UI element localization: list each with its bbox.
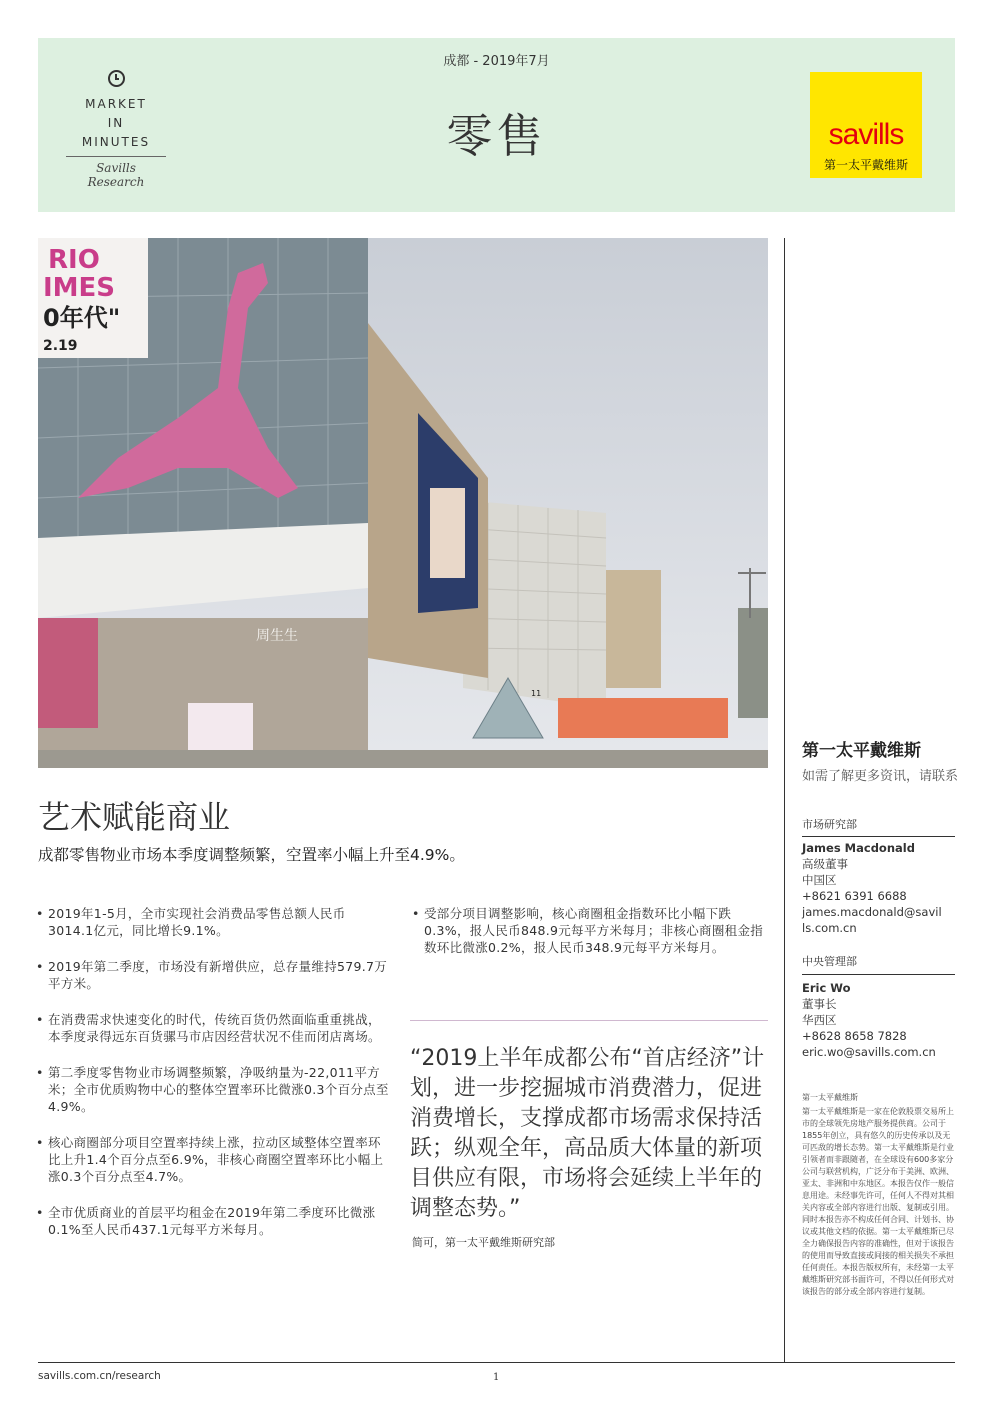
contact-region: 中国区 [802, 873, 837, 887]
mim-subtitle: Savills Research [66, 156, 166, 189]
contact-email[interactable]: eric.wo@savills.com.cn [802, 1045, 936, 1059]
logo-chinese-name: 第一太平戴维斯 [823, 158, 908, 172]
mim-line: MARKET [85, 97, 147, 111]
sidebar-cta: 如需了解更多资讯，请联系 [802, 769, 959, 784]
contact-name: Eric Wo [802, 981, 851, 995]
savills-logo [810, 72, 922, 178]
bullet-list-right [412, 905, 767, 975]
banner-text: 0年代" [43, 304, 121, 332]
report-title: 零售 [446, 109, 547, 163]
article-headline: 艺术赋能商业 [38, 798, 231, 836]
gate-number: 11 [531, 689, 542, 698]
contact-card [802, 980, 962, 1060]
logo-wordmark: savills [828, 118, 904, 151]
bullet-item: • 2019年第二季度，市场没有新增供应，总存量维持579.7万平方米。 [36, 958, 391, 992]
pull-quote: “2019上半年成都公布“首店经济”计划，进一步挖掘城市消费潜力，促进消费增长，支撑成都市场需求保持活跃；纵观全年，高品质大体量的新项目供应有限，市场将会延续上半年的调整态势。” [410, 1046, 765, 1221]
contact-email[interactable]: james.macdonald@savills.com.cn [802, 905, 942, 935]
article-subhead: 成都零售物业市场本季度调整频繁，空置率小幅上升至4.9%。 [38, 846, 465, 864]
quote-source: 简可，第一太平戴维斯研究部 [412, 1236, 555, 1249]
disclaimer-title: 第一太平戴维斯 [802, 1093, 858, 1102]
disclaimer-text: 第一太平戴维斯是一家在伦敦股票交易所上市的全球领先房地产服务提供商。公司于1855年创立，具有悠久的历史传承以及无可匹敌的增长态势。第一太平戴维斯是行业引领者而非跟随者，在全球设有600多家分公司与联营机构，广泛分布于美洲、欧洲、亚太、非洲和中东地区。本报告仅作一般信息用途。未经事先许可，任何人不得对其相关内容或全部内容进行出版、复制或引用。同时本报告亦不构成任何合同、计划书、协议或其他文档的依据。第一太平戴维斯已尽全力确保报告内容的准确性，但对于该报告的使用而导致直接或间接的相关损失不承担任何责任。本报告版权所有，未经第一太平戴维斯研究部书面许可，不得以任何形式对该报告的部分或全部内容进行复制。 [802, 1107, 954, 1296]
header-band [38, 38, 955, 212]
bullet-list-left [36, 905, 391, 1257]
page-number: 1 [493, 1372, 500, 1383]
contact-name: James Macdonald [802, 841, 915, 855]
divider [802, 836, 955, 837]
mim-line: MINUTES [81, 135, 151, 149]
dept-label: 市场研究部 [802, 818, 857, 831]
bullet-item: • 核心商圈部分项目空置率持续上涨，拉动区域整体空置率环比上升1.4个百分点至6.9%，非核心商圈空置率环比小幅上涨0.3个百分点至4.7%。 [36, 1134, 391, 1185]
banner-text: RIO [48, 245, 100, 275]
report-date: 成都 - 2019年7月 [443, 54, 550, 69]
footer-rule [38, 1362, 955, 1363]
sidebar-brand: 第一太平戴维斯 [802, 741, 921, 761]
banner-text: 2.19 [43, 338, 78, 354]
contact-phone[interactable]: +8628 8658 7828 [802, 1029, 907, 1043]
mim-line: IN [107, 116, 125, 130]
bullet-item: • 在消费需求快速变化的时代，传统百货仍然面临重重挑战，本季度录得远东百货骡马市店因经营状况不佳而闭店离场。 [36, 1011, 391, 1045]
contact-title: 董事长 [802, 997, 837, 1011]
mall-photo [38, 238, 768, 768]
column-divider [784, 238, 785, 1363]
clock-icon [108, 70, 125, 87]
footer-url[interactable]: savills.com.cn/research [38, 1370, 161, 1382]
store-sign: 周生生 [256, 628, 298, 644]
bullet-item: • 受部分项目调整影响，核心商圈租金指数环比小幅下跌0.3%，报人民币848.9元每平方米每月；非核心商圈租金指数环比微涨0.2%，报人民币348.9元每平方米每月。 [412, 905, 767, 956]
bullet-item: • 全市优质商业的首层平均租金在2019年第二季度环比微涨0.1%至人民币437.1元每平方米每月。 [36, 1204, 391, 1238]
bullet-item: • 第二季度零售物业市场调整频繁，净吸纳量为-22,011平方米；全市优质购物中心的整体空置率环比微涨0.3个百分点至4.9%。 [36, 1064, 391, 1115]
contact-region: 华西区 [802, 1013, 837, 1027]
banner-text: IMES [43, 273, 116, 303]
quote-rule [410, 1020, 768, 1021]
contact-card [802, 840, 962, 936]
bullet-item: • 2019年1-5月，全市实现社会消费品零售总额人民币3014.1亿元，同比增长9.1%。 [36, 905, 391, 939]
dept-label: 中央管理部 [802, 955, 857, 968]
divider [802, 974, 955, 975]
contact-phone[interactable]: +8621 6391 6688 [802, 889, 907, 903]
contact-title: 高级董事 [802, 857, 848, 871]
